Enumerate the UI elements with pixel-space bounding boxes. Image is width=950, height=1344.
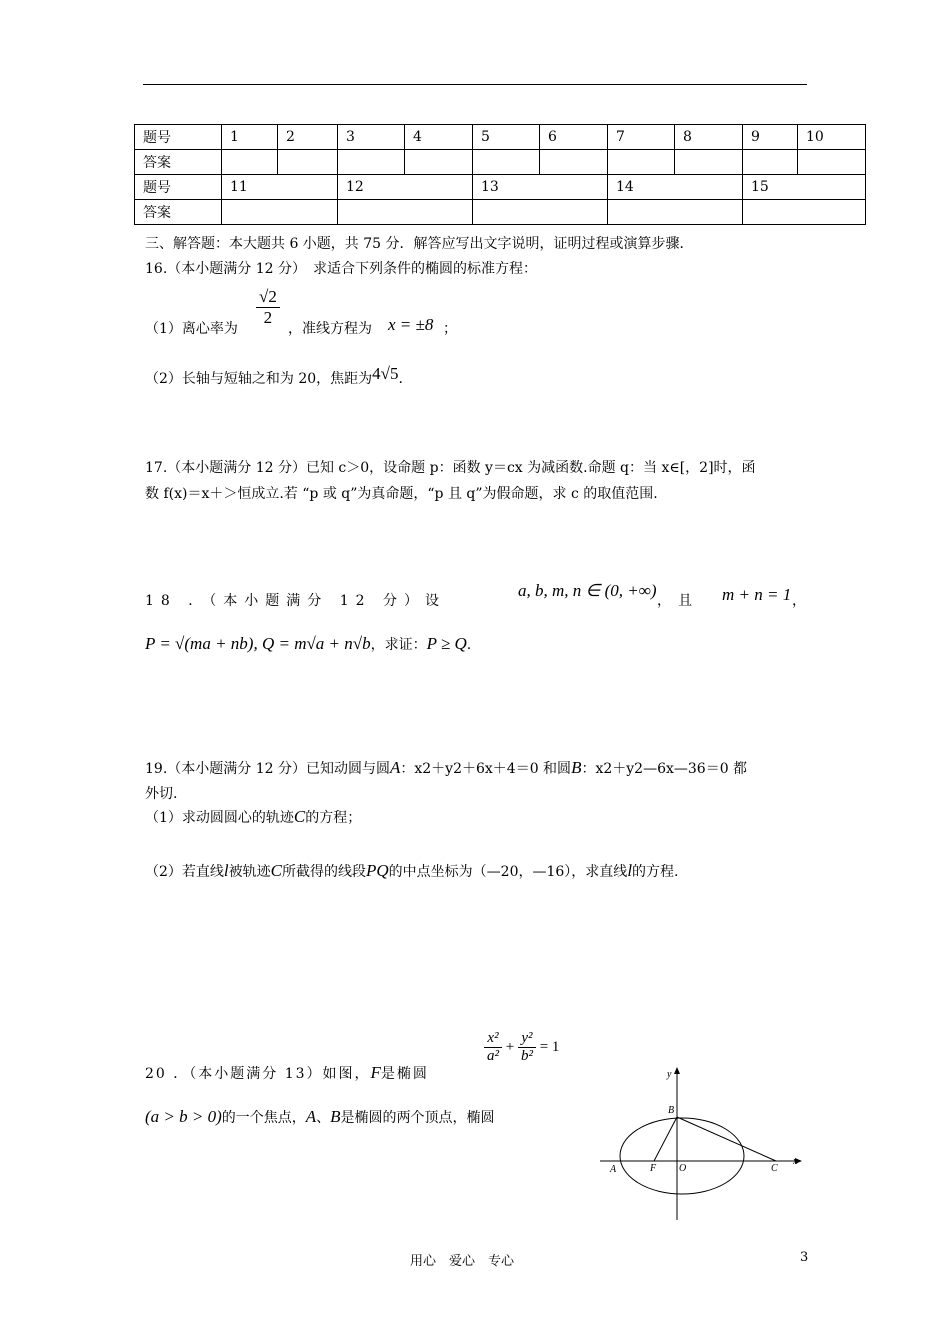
ellipse-figure — [590, 1062, 810, 1224]
table-row: 答案 — [135, 200, 866, 225]
label-x: x — [793, 1156, 798, 1167]
answer-table — [134, 124, 866, 225]
label-o: O — [679, 1163, 687, 1174]
q16-heading: 16.（本小题满分 12 分） 求适合下列条件的椭圆的标准方程： — [145, 261, 537, 277]
segment-bf — [654, 1117, 677, 1161]
label-c: C — [771, 1163, 778, 1174]
ellipse-equation: $\frac{\text{x²}}{\text{a²}}$ + $\frac{\text{y²}}{\text{b²}}$ = 1 — [484, 1030, 559, 1065]
q17-line1: 17.（本小题满分 12 分）已知 c＞0，设命题 p：函数 y＝cx 为减函数.命题 q：当 x∈[，2]时，函 — [145, 460, 756, 476]
q18-condition2: m + n = 1 — [722, 585, 792, 604]
q20-heading: 20 ．（本小题满分 13）如图，F是椭圆 — [145, 1063, 429, 1082]
page-number: 3 — [800, 1250, 809, 1265]
table-row: 题号 11 12 13 14 15 — [135, 175, 866, 200]
fraction: $\frac{√2}{2}$ — [256, 287, 280, 328]
q18-expression: P = √(ma + nb), Q = m√a + n√b，求证：P ≥ Q. — [145, 634, 472, 653]
q19-part2: （2）若直线l被轨迹C所截得的线段PQ的中点坐标为（—20，—16），求直线l的方程. — [145, 861, 679, 880]
q19-line2: 外切. — [145, 786, 178, 802]
section-heading: 三、解答题：本大题共 6 小题，共 75 分．解答应写出文字说明，证明过程或演算步骤． — [145, 236, 694, 252]
q18-heading: 18 ．（本小题满分 12 分）设 — [145, 593, 446, 609]
q20-line2: (a > b > 0)的一个焦点，A、B是椭圆的两个顶点，椭圆 — [145, 1107, 495, 1126]
label-f: F — [650, 1163, 657, 1174]
label-a: A — [610, 1164, 617, 1175]
header-rule — [143, 84, 807, 85]
ellipse-curve — [620, 1118, 744, 1194]
q19-part1: （1）求动圆圆心的轨迹C的方程； — [145, 807, 362, 826]
table-row: 题号 1 2 3 4 5 6 7 8 9 10 — [135, 125, 866, 150]
label-b: B — [668, 1105, 675, 1116]
label-y: y — [667, 1069, 672, 1080]
segment-bc — [677, 1117, 776, 1161]
q19-line1: 19.（本小题满分 12 分）已知动圆与圆A：x2＋y2＋6x＋4＝0 和圆B：x2＋y2—6x—36＝0 都 — [145, 758, 748, 777]
q16-part1: （1）离心率为 $\frac{√2}{2}$ ，准线方程为 x = ±8 ； — [145, 287, 457, 337]
y-arrow-icon — [674, 1067, 680, 1074]
footer-motto: 用心 爱心 专心 — [410, 1254, 515, 1269]
table-row: 答案 — [135, 150, 866, 175]
q16-part2: （2）长轴与短轴之和为 20，焦距为4√5. — [145, 364, 403, 387]
q18-condition: a, b, m, n ∈ (0, +∞) — [518, 581, 657, 600]
q17-line2: 数 f(x)＝x＋＞恒成立.若 “p 或 q”为真命题，“p 且 q”为假命题，求 c 的取值范围. — [145, 486, 658, 502]
